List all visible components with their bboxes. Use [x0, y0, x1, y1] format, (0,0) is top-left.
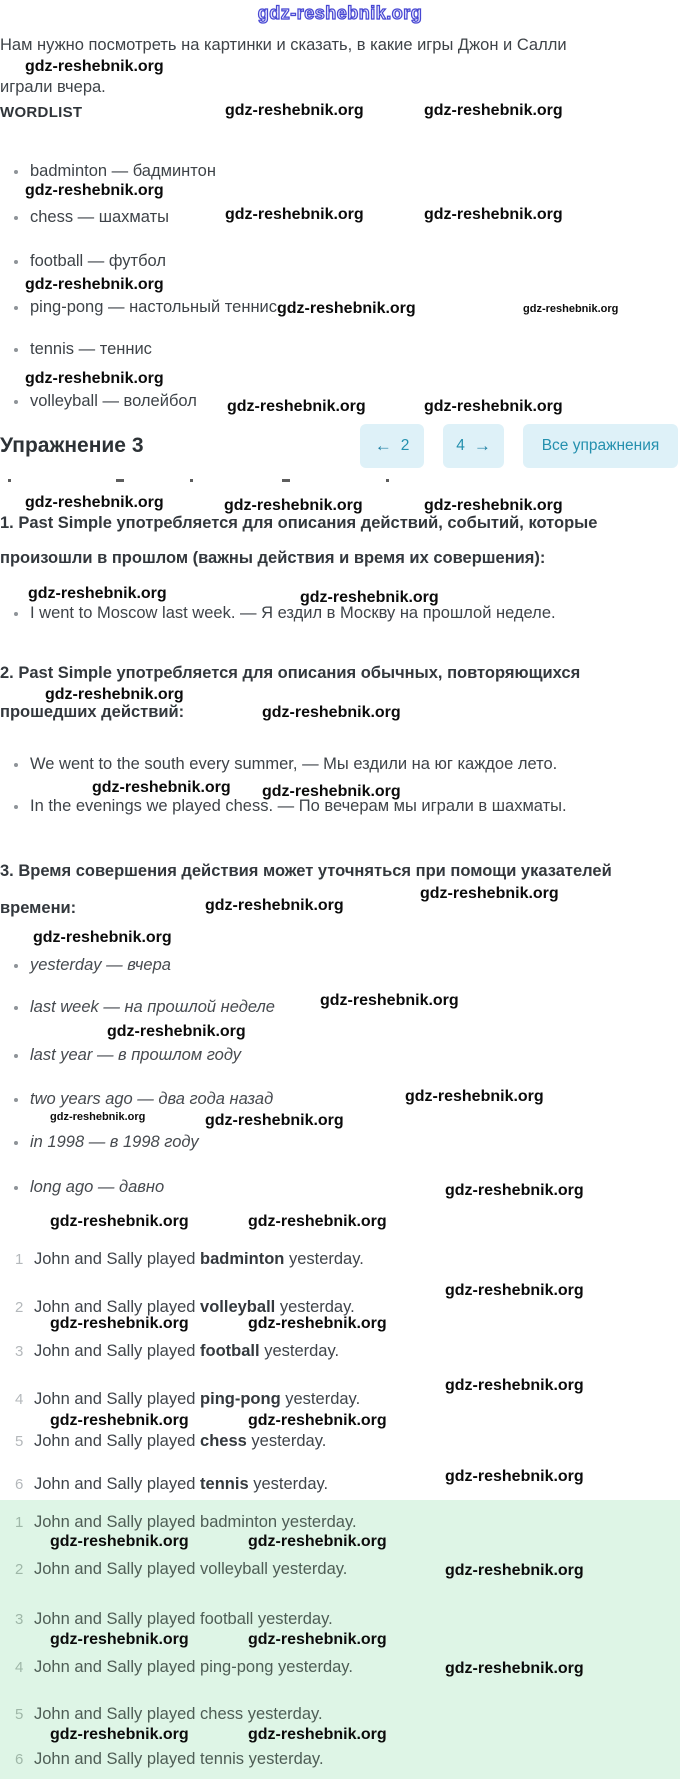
grammar-rule-2-line-2: прошедших действий:	[0, 703, 185, 721]
grammar-rule-3-line-2: времени:	[0, 899, 77, 917]
watermark: gdz-reshebnik.org	[28, 585, 167, 602]
bullet-dot	[14, 805, 18, 809]
all-exercises-button[interactable]	[523, 424, 678, 468]
grammar-rule-1-line-2: произошли в прошлом (важны действия и время их совершения):	[0, 549, 546, 567]
bullet-dot	[14, 306, 18, 310]
watermark: gdz-reshebnik.org	[107, 1023, 246, 1040]
watermark: gdz-reshebnik.org	[424, 398, 563, 415]
watermark: gdz-reshebnik.org	[445, 1377, 584, 1394]
watermark: gdz-reshebnik.org	[424, 497, 563, 514]
grammar-rule-1-example: I went to Moscow last week. — Я ездил в Москву на прошлой неделе.	[14, 604, 556, 623]
watermark: gdz-reshebnik.org	[25, 182, 164, 199]
watermark: gdz-reshebnik.org	[277, 300, 416, 317]
watermark: gdz-reshebnik.org	[50, 1631, 189, 1648]
bullet-dot	[14, 1141, 18, 1145]
watermark: gdz-reshebnik.org	[320, 992, 459, 1009]
clipped-text-artifact	[0, 479, 680, 483]
exercise-title: Упражнение 3	[0, 434, 144, 457]
grammar-rule-2-example-2: In the evenings we played chess. — По вечерам мы играли в шахматы.	[14, 797, 567, 816]
wordlist-item: badminton — бадминтон	[14, 162, 216, 181]
arrow-right-icon: →	[473, 436, 491, 455]
watermark: gdz-reshebnik.org	[248, 1726, 387, 1743]
bullet-dot	[14, 763, 18, 767]
all-exercises-label: Все упражнения	[541, 437, 660, 454]
watermark: gdz-reshebnik.org	[445, 1282, 584, 1299]
bullet-dot	[14, 348, 18, 352]
bullet-dot	[14, 964, 18, 968]
watermark: gdz-reshebnik.org	[25, 276, 164, 293]
time-marker: two years ago — два года назад	[14, 1090, 273, 1109]
watermark: gdz-reshebnik.org	[445, 1468, 584, 1485]
page: gdz-reshebnik.org Нам нужно посмотреть на картинки и сказать, в какие игры Джон и Салли gdz-reshebnik.org играли вчера. WORDLIST gdz-reshebnik.org gdz-reshebnik.org badminton — бадминтон gdz-reshebnik.org chess — шахматы gdz-reshebnik.org gdz-reshebnik.org football — футбол gdz-reshebnik.org ping-pong — настольный теннис gdz-reshebnik.org gdz-reshebnik.org tennis — теннис gdz-reshebnik.org volleyball — волейбол gdz-reshebnik.org gdz-reshebnik.org Упражнение 3 ← 2 4 → Все упражнения gdz-reshebnik.org gdz-reshebnik.org gdz-reshebnik.org 1. Past Simple употребляется для описания действий, событий, которые произошли в прошлом (важны действия и время их совершения): gdz-reshebnik.org gdz-reshebnik.org I went to Moscow last week. — Я ездил в Москву на прошлой неделе. 2. Past Simple употребляется для описания обычных, повторяющихся gdz-reshebnik.org прошедших действий: gdz-reshebnik.org We went to the south every summer, — Мы ездили на юг каждое лето. gdz-reshebnik.org gdz-reshebnik.org In the evenings we played chess. — По вечерам мы играли в шахматы. 3. Время совершения действия может уточняться при помощи указателей gdz-reshebnik.org gdz-reshebnik.org времени: gdz-reshebnik.org yesterday — вчера last week — на прошлой неделе gdz-reshebnik.org gdz-reshebnik.org last year — в прошлом году two years ago — два года назад gdz-reshebnik.org gdz-reshebnik.org gdz-reshebnik.org in 1998 — в 1998 году long ago — давно gdz-reshebnik.org gdz-reshebnik.org gdz-reshebnik.org 1 John and Sally played badminton yesterday. gdz-reshebnik.org 2 John and Sally played volleyball yesterday. gdz-reshebnik.org gdz-reshebnik.org 3 John and Sally played football yesterday. gdz-reshebnik.org 4 John and Sally played ping-pong yesterday. gdz-reshebnik.org gdz-reshebnik.org 5 John and Sally played chess yesterday. gdz-reshebnik.org 6 John and Sally played tennis yesterday. 1 John and Sally played badminton yesterday. gdz-reshebnik.org gdz-reshebnik.org 2 John and Sally played volleyball yesterday. gdz-reshebnik.org 3 John and Sally played football yesterday. gdz-reshebnik.org gdz-reshebnik.org 4 John and Sally played ping-pong yesterday. gdz-reshebnik.org 5 John and Sally played chess yesterday. gdz-reshebnik.org gdz-reshebnik.org 6 John and Sally played tennis yesterday.	[0, 0, 680, 1779]
grammar-rule-3-line-1: 3. Время совершения действия может уточняться при помощи указателей	[0, 862, 612, 880]
watermark: gdz-reshebnik.org	[50, 1315, 189, 1332]
wordlist-item: tennis — теннис	[14, 340, 152, 359]
watermark: gdz-reshebnik.org	[25, 58, 164, 75]
wordlist-item: volleyball — волейбол	[14, 392, 197, 411]
watermark: gdz-reshebnik.org	[445, 1660, 584, 1677]
watermark: gdz-reshebnik.org	[248, 1533, 387, 1550]
watermark: gdz-reshebnik.org	[33, 929, 172, 946]
time-marker: long ago — давно	[14, 1178, 164, 1197]
wordlist-item: ping-pong — настольный теннис	[14, 298, 277, 317]
watermark: gdz-reshebnik.org	[224, 497, 363, 514]
prev-exercise-number: 2	[400, 437, 410, 454]
watermark: gdz-reshebnik.org	[205, 897, 344, 914]
bullet-dot	[14, 1098, 18, 1102]
grammar-rule-2-example-1: We went to the south every summer, — Мы ездили на юг каждое лето.	[14, 755, 557, 774]
watermark: gdz-reshebnik.org	[50, 1726, 189, 1743]
watermark: gdz-reshebnik.org	[227, 398, 366, 415]
watermark: gdz-reshebnik.org	[205, 1112, 344, 1129]
watermark: gdz-reshebnik.org	[248, 1213, 387, 1230]
watermark: gdz-reshebnik.org	[405, 1088, 544, 1105]
prev-exercise-button[interactable]	[360, 424, 424, 468]
watermark: gdz-reshebnik.org	[50, 1412, 189, 1429]
watermark: gdz-reshebnik.org	[50, 1213, 189, 1230]
watermark: gdz-reshebnik.org	[420, 885, 559, 902]
watermark: gdz-reshebnik.org	[300, 589, 439, 606]
bullet-dot	[14, 1006, 18, 1010]
watermark: gdz-reshebnik.org	[262, 704, 401, 721]
wordlist-title: WORDLIST	[0, 104, 83, 121]
watermark: gdz-reshebnik.org	[25, 370, 164, 387]
watermark: gdz-reshebnik.org	[248, 1315, 387, 1332]
watermark: gdz-reshebnik.org	[262, 783, 401, 800]
bullet-dot	[14, 612, 18, 616]
time-marker: yesterday — вчера	[14, 956, 171, 975]
watermark: gdz-reshebnik.org	[248, 1412, 387, 1429]
bullet-dot	[14, 260, 18, 264]
watermark: gdz-reshebnik.org	[225, 102, 364, 119]
watermark: gdz-reshebnik.org	[92, 779, 231, 796]
arrow-left-icon: ←	[374, 436, 392, 455]
watermark: gdz-reshebnik.org	[50, 1111, 146, 1123]
next-exercise-number: 4	[456, 437, 465, 454]
watermark: gdz-reshebnik.org	[50, 1533, 189, 1550]
intro-line-1: Нам нужно посмотреть на картинки и сказать, в какие игры Джон и Салли	[0, 36, 567, 54]
time-marker: in 1998 — в 1998 году	[14, 1133, 199, 1152]
watermark: gdz-reshebnik.org	[25, 494, 164, 511]
wordlist-item: football — футбол	[14, 252, 166, 271]
site-watermark-blue: gdz-reshebnik.org	[257, 3, 423, 23]
bullet-dot	[14, 1054, 18, 1058]
watermark: gdz-reshebnik.org	[424, 102, 563, 119]
bullet-dot	[14, 170, 18, 174]
intro-line-2: играли вчера.	[0, 78, 106, 96]
answers-block: 1 John and Sally played badminton yesterday. gdz-reshebnik.org gdz-reshebnik.org 2 John and Sally played volleyball yesterday. gdz-reshebnik.org 3 John and Sally played football yesterday. gdz-reshebnik.org gdz-reshebnik.org 4 John and Sally played ping-pong yesterday. gdz-reshebnik.org 5 John and Sally played chess yesterday. gdz-reshebnik.org gdz-reshebnik.org 6 John and Sally played tennis yesterday.	[0, 1500, 680, 1779]
grammar-rule-1-line-1: 1. Past Simple употребляется для описания действий, событий, которые	[0, 514, 598, 532]
watermark: gdz-reshebnik.org	[424, 206, 563, 223]
watermark: gdz-reshebnik.org	[445, 1182, 584, 1199]
watermark: gdz-reshebnik.org	[225, 206, 364, 223]
watermark: gdz-reshebnik.org	[248, 1631, 387, 1648]
grammar-rule-2-line-1: 2. Past Simple употребляется для описания обычных, повторяющихся	[0, 664, 581, 682]
bullet-dot	[14, 1186, 18, 1190]
next-exercise-button[interactable]	[443, 424, 504, 468]
watermark: gdz-reshebnik.org	[445, 1562, 584, 1579]
watermark: gdz-reshebnik.org	[45, 686, 184, 703]
bullet-dot	[14, 400, 18, 404]
time-marker: last year — в прошлом году	[14, 1046, 241, 1065]
bullet-dot	[14, 216, 18, 220]
watermark: gdz-reshebnik.org	[523, 303, 619, 315]
time-marker: last week — на прошлой неделе	[14, 998, 275, 1017]
wordlist-item: chess — шахматы	[14, 208, 169, 227]
